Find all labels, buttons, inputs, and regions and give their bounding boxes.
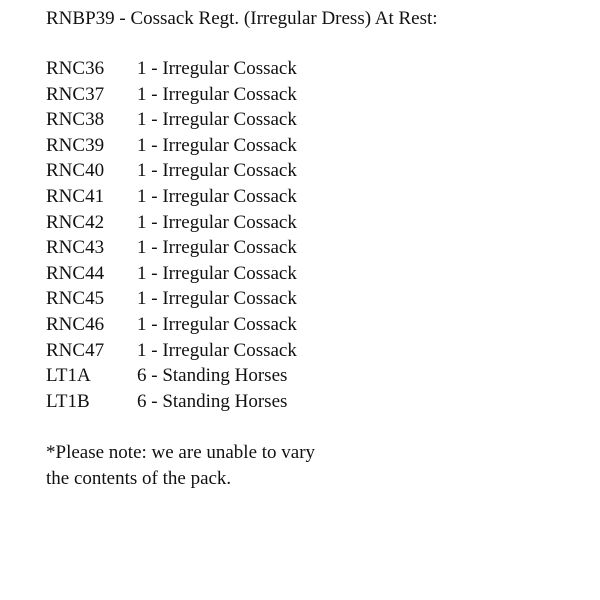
list-item <box>46 210 586 236</box>
item-code: RNC40 <box>46 160 105 182</box>
note-line: the contents of the pack. <box>46 467 232 489</box>
item-description: 1 - Irregular Cossack <box>137 109 297 131</box>
list-item <box>46 133 586 159</box>
pack-note <box>46 440 586 491</box>
list-item <box>46 158 586 184</box>
pack-contents-document <box>46 6 586 491</box>
item-description: 1 - Irregular Cossack <box>137 211 297 233</box>
pack-items-list <box>46 56 586 414</box>
item-description: 1 - Irregular Cossack <box>137 160 297 182</box>
item-code: RNC46 <box>46 313 105 335</box>
item-code: RNC38 <box>46 109 105 131</box>
list-item <box>46 82 586 108</box>
item-description: 1 - Irregular Cossack <box>137 339 297 361</box>
pack-title: RNBP39 - Cossack Regt. (Irregular Dress) At Rest: <box>46 8 438 29</box>
item-description: 1 - Irregular Cossack <box>137 288 297 310</box>
item-code: RNC41 <box>46 185 105 207</box>
item-description: 1 - Irregular Cossack <box>137 83 297 105</box>
item-code: RNC47 <box>46 339 105 361</box>
list-item <box>46 312 586 338</box>
item-code: RNC45 <box>46 288 105 310</box>
item-description: 1 - Irregular Cossack <box>137 58 297 79</box>
item-description: 1 - Irregular Cossack <box>137 185 297 207</box>
item-code: RNC42 <box>46 211 105 233</box>
item-description: 1 - Irregular Cossack <box>137 313 297 335</box>
item-description: 1 - Irregular Cossack <box>137 262 297 284</box>
item-description: 1 - Irregular Cossack <box>137 134 297 156</box>
list-item <box>46 261 586 287</box>
list-item <box>46 338 586 364</box>
list-item <box>46 56 586 82</box>
item-description: 6 - Standing Horses <box>137 365 288 387</box>
list-item <box>46 107 586 133</box>
list-item <box>46 389 586 415</box>
item-description: 1 - Irregular Cossack <box>137 237 297 259</box>
list-item <box>46 286 586 312</box>
list-item <box>46 235 586 261</box>
list-item <box>46 184 586 210</box>
item-code: RNC36 <box>46 58 105 79</box>
item-description: 6 - Standing Horses <box>137 390 288 412</box>
item-code: RNC44 <box>46 262 105 284</box>
item-code: RNC43 <box>46 237 105 259</box>
item-code: RNC39 <box>46 134 105 156</box>
list-item <box>46 363 586 389</box>
item-code: RNC37 <box>46 83 105 105</box>
note-line: *Please note: we are unable to vary <box>46 442 316 464</box>
item-code: LT1A <box>46 365 91 387</box>
item-code: LT1B <box>46 390 90 412</box>
